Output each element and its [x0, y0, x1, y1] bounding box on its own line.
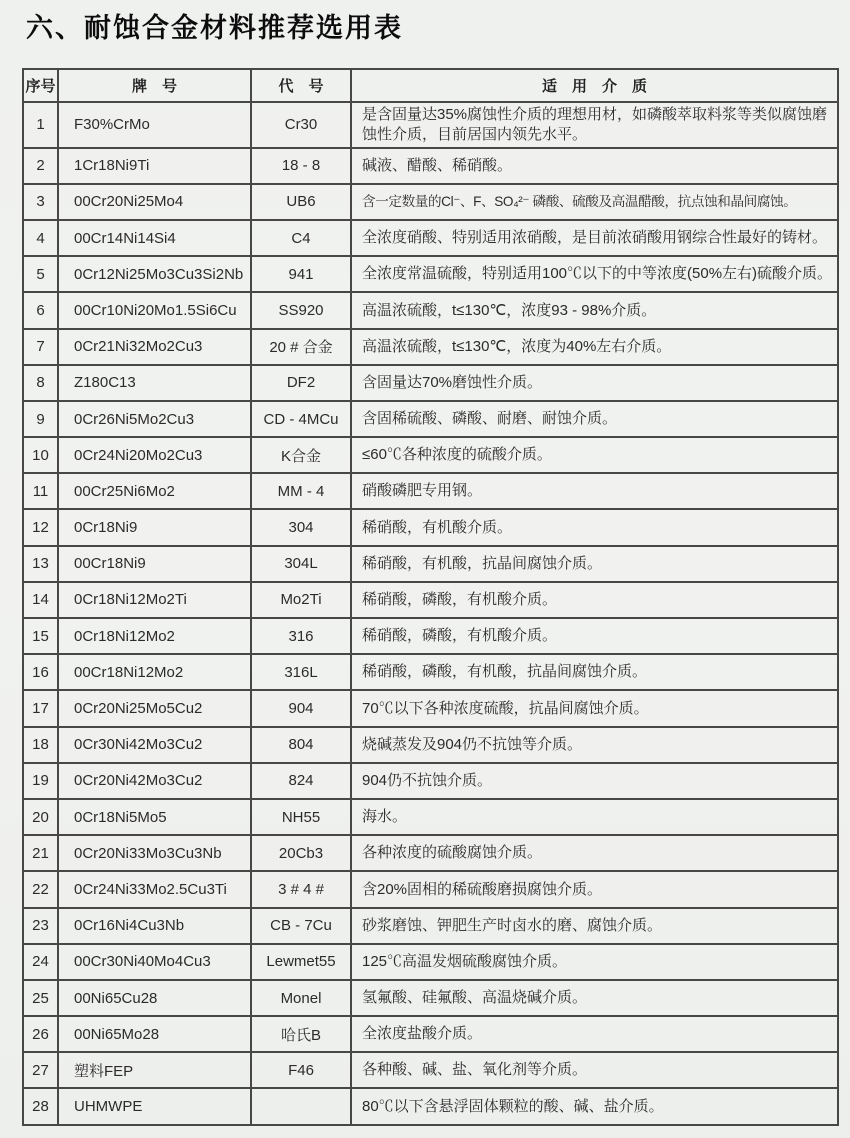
cell-serial-number: 14	[23, 582, 58, 618]
cell-serial-number: 15	[23, 618, 58, 654]
cell-grade: F30%CrMo	[58, 102, 251, 148]
cell-grade: 1Cr18Ni9Ti	[58, 148, 251, 184]
cell-code: 20Cb3	[251, 835, 351, 871]
cell-serial-number: 2	[23, 148, 58, 184]
cell-medium: 含20%固相的稀硫酸磨损腐蚀介质。	[351, 871, 838, 907]
cell-medium: 70℃以下各种浓度硫酸，抗晶间腐蚀介质。	[351, 690, 838, 726]
cell-serial-number: 11	[23, 473, 58, 509]
table-header-row	[23, 69, 838, 102]
cell-grade: 00Cr30Ni40Mo4Cu3	[58, 944, 251, 980]
cell-code: F46	[251, 1052, 351, 1088]
cell-grade: 0Cr20Ni25Mo5Cu2	[58, 690, 251, 726]
cell-grade: 塑料FEP	[58, 1052, 251, 1088]
cell-grade: 00Cr10Ni20Mo1.5Si6Cu	[58, 292, 251, 328]
cell-serial-number: 12	[23, 509, 58, 545]
table-row	[23, 1052, 838, 1088]
table-row	[23, 618, 838, 654]
cell-grade: UHMWPE	[58, 1088, 251, 1124]
cell-grade: 00Cr25Ni6Mo2	[58, 473, 251, 509]
cell-code: Cr30	[251, 102, 351, 148]
table-row	[23, 871, 838, 907]
header-code: 代 号	[251, 69, 351, 102]
cell-code: CB - 7Cu	[251, 908, 351, 944]
cell-grade: Z180C13	[58, 365, 251, 401]
table-row	[23, 690, 838, 726]
cell-medium: 硝酸磷肥专用钢。	[351, 473, 838, 509]
cell-serial-number: 24	[23, 944, 58, 980]
cell-medium: 全浓度盐酸介质。	[351, 1016, 838, 1052]
table-body	[23, 102, 838, 1125]
table-row	[23, 546, 838, 582]
table-row	[23, 473, 838, 509]
cell-grade: 0Cr20Ni42Mo3Cu2	[58, 763, 251, 799]
cell-grade: 0Cr26Ni5Mo2Cu3	[58, 401, 251, 437]
cell-grade: 0Cr12Ni25Mo3Cu3Si2Nb	[58, 256, 251, 292]
table-row	[23, 401, 838, 437]
cell-grade: 0Cr18Ni9	[58, 509, 251, 545]
cell-code: 824	[251, 763, 351, 799]
cell-medium: 全浓度硝酸、特别适用浓硝酸，是目前浓硝酸用钢综合性最好的铸材。	[351, 220, 838, 256]
cell-grade: 0Cr21Ni32Mo2Cu3	[58, 329, 251, 365]
table-row	[23, 148, 838, 184]
cell-serial-number: 25	[23, 980, 58, 1016]
cell-serial-number: 27	[23, 1052, 58, 1088]
cell-serial-number: 20	[23, 799, 58, 835]
cell-code: Mo2Ti	[251, 582, 351, 618]
cell-code: UB6	[251, 184, 351, 220]
table-row	[23, 582, 838, 618]
table-row	[23, 1088, 838, 1124]
cell-grade: 0Cr18Ni12Mo2Ti	[58, 582, 251, 618]
cell-medium: 904仍不抗蚀介质。	[351, 763, 838, 799]
table-row	[23, 908, 838, 944]
header-serial-number: 序号	[23, 69, 58, 102]
cell-code: 941	[251, 256, 351, 292]
cell-code: 316L	[251, 654, 351, 690]
cell-medium: 含一定数量的Cl⁻、F、SO₄²⁻ 磷酸、硫酸及高温醋酸，抗点蚀和晶间腐蚀。	[351, 184, 838, 220]
table-row	[23, 509, 838, 545]
cell-code: NH55	[251, 799, 351, 835]
cell-serial-number: 23	[23, 908, 58, 944]
cell-code: 804	[251, 727, 351, 763]
cell-medium: 高温浓硫酸，t≤130℃，浓度93 - 98%介质。	[351, 292, 838, 328]
cell-medium: 烧碱蒸发及904仍不抗蚀等介质。	[351, 727, 838, 763]
cell-serial-number: 1	[23, 102, 58, 148]
table-row	[23, 220, 838, 256]
cell-serial-number: 8	[23, 365, 58, 401]
table-row	[23, 1016, 838, 1052]
page-title: 六、耐蚀合金材料推荐选用表	[26, 13, 403, 43]
cell-medium: 氢氟酸、硅氟酸、高温烧碱介质。	[351, 980, 838, 1016]
cell-medium: 各种酸、碱、盐、氧化剂等介质。	[351, 1052, 838, 1088]
cell-grade: 0Cr20Ni33Mo3Cu3Nb	[58, 835, 251, 871]
cell-grade: 0Cr18Ni5Mo5	[58, 799, 251, 835]
cell-medium: 稀硝酸，磷酸，有机酸介质。	[351, 618, 838, 654]
cell-medium: 含固稀硫酸、磷酸、耐磨、耐蚀介质。	[351, 401, 838, 437]
cell-medium: 含固量达70%磨蚀性介质。	[351, 365, 838, 401]
cell-grade: 0Cr16Ni4Cu3Nb	[58, 908, 251, 944]
header-medium: 适 用 介 质	[351, 69, 838, 102]
table-row	[23, 365, 838, 401]
cell-code: 哈氏B	[251, 1016, 351, 1052]
cell-grade: 0Cr24Ni33Mo2.5Cu3Ti	[58, 871, 251, 907]
header-grade: 牌 号	[58, 69, 251, 102]
cell-medium: 稀硝酸，有机酸介质。	[351, 509, 838, 545]
table-row	[23, 763, 838, 799]
table-row	[23, 256, 838, 292]
cell-serial-number: 3	[23, 184, 58, 220]
cell-serial-number: 18	[23, 727, 58, 763]
cell-code: 304L	[251, 546, 351, 582]
cell-code: 304	[251, 509, 351, 545]
cell-serial-number: 28	[23, 1088, 58, 1124]
table-row	[23, 727, 838, 763]
cell-code: MM - 4	[251, 473, 351, 509]
cell-code: K合金	[251, 437, 351, 473]
cell-medium: 海水。	[351, 799, 838, 835]
cell-code: 904	[251, 690, 351, 726]
cell-code: DF2	[251, 365, 351, 401]
cell-grade: 0Cr30Ni42Mo3Cu2	[58, 727, 251, 763]
table-row	[23, 292, 838, 328]
cell-serial-number: 9	[23, 401, 58, 437]
cell-serial-number: 21	[23, 835, 58, 871]
cell-medium: 稀硝酸，磷酸，有机酸介质。	[351, 582, 838, 618]
cell-serial-number: 13	[23, 546, 58, 582]
cell-grade: 0Cr18Ni12Mo2	[58, 618, 251, 654]
table-row	[23, 835, 838, 871]
table-row	[23, 944, 838, 980]
cell-medium: 各种浓度的硫酸腐蚀介质。	[351, 835, 838, 871]
table-row	[23, 184, 838, 220]
cell-code: CD - 4MCu	[251, 401, 351, 437]
cell-grade: 0Cr24Ni20Mo2Cu3	[58, 437, 251, 473]
cell-code: C4	[251, 220, 351, 256]
cell-medium: 高温浓硫酸，t≤130℃，浓度为40%左右介质。	[351, 329, 838, 365]
cell-serial-number: 7	[23, 329, 58, 365]
cell-medium: ≤60℃各种浓度的硫酸介质。	[351, 437, 838, 473]
cell-code: 20 # 合金	[251, 329, 351, 365]
cell-medium: 80℃以下含悬浮固体颗粒的酸、碱、盐介质。	[351, 1088, 838, 1124]
cell-medium: 125℃高温发烟硫酸腐蚀介质。	[351, 944, 838, 980]
cell-code: Monel	[251, 980, 351, 1016]
cell-code: SS920	[251, 292, 351, 328]
table-row	[23, 102, 838, 148]
cell-code: 316	[251, 618, 351, 654]
cell-serial-number: 5	[23, 256, 58, 292]
cell-medium: 碱液、醋酸、稀硝酸。	[351, 148, 838, 184]
cell-code: 18 - 8	[251, 148, 351, 184]
cell-serial-number: 26	[23, 1016, 58, 1052]
table-row	[23, 437, 838, 473]
cell-grade: 00Cr20Ni25Mo4	[58, 184, 251, 220]
cell-medium: 全浓度常温硫酸，特别适用100℃以下的中等浓度(50%左右)硫酸介质。	[351, 256, 838, 292]
cell-medium: 砂浆磨蚀、钾肥生产时卤水的磨、腐蚀介质。	[351, 908, 838, 944]
cell-serial-number: 6	[23, 292, 58, 328]
cell-code: Lewmet55	[251, 944, 351, 980]
table-row	[23, 654, 838, 690]
cell-serial-number: 10	[23, 437, 58, 473]
cell-medium: 是含固量达35%腐蚀性介质的理想用材，如磷酸萃取料浆等类似腐蚀磨蚀性介质，目前居国内领先水平。	[351, 102, 838, 148]
table-row	[23, 799, 838, 835]
cell-grade: 00Cr18Ni9	[58, 546, 251, 582]
cell-code	[251, 1088, 351, 1124]
cell-serial-number: 17	[23, 690, 58, 726]
table-row	[23, 980, 838, 1016]
cell-medium: 稀硝酸，磷酸，有机酸，抗晶间腐蚀介质。	[351, 654, 838, 690]
cell-serial-number: 22	[23, 871, 58, 907]
cell-grade: 00Ni65Cu28	[58, 980, 251, 1016]
cell-serial-number: 16	[23, 654, 58, 690]
table-row	[23, 329, 838, 365]
cell-grade: 00Cr14Ni14Si4	[58, 220, 251, 256]
cell-medium: 稀硝酸，有机酸，抗晶间腐蚀介质。	[351, 546, 838, 582]
cell-serial-number: 4	[23, 220, 58, 256]
cell-serial-number: 19	[23, 763, 58, 799]
materials-table	[22, 68, 839, 1126]
cell-grade: 00Cr18Ni12Mo2	[58, 654, 251, 690]
cell-code: 3 # 4 #	[251, 871, 351, 907]
cell-grade: 00Ni65Mo28	[58, 1016, 251, 1052]
